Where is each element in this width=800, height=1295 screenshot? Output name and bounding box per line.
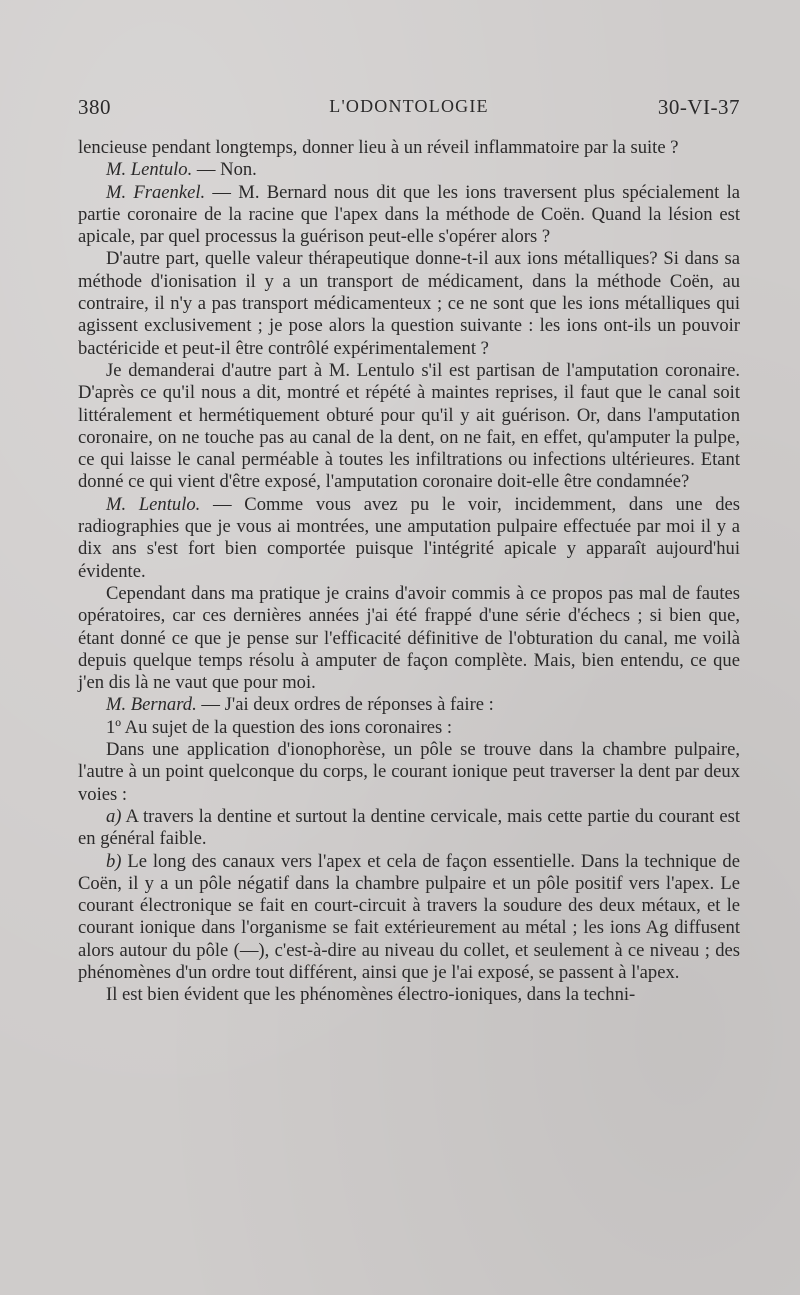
paragraph-text: Il est bien évident que les phénomènes électro-ioniques, dans la techni- <box>106 984 636 1006</box>
book-page <box>78 95 740 1007</box>
journal-title: L'ODONTOLOGIE <box>329 96 489 116</box>
paragraph-text: Je demanderai d'autre part à M. Lentulo s'il est partisan de l'amputation coronaire. D'après ce qu'il nous a dit, montré et répété à maintes reprises, il faut que le canal soit littéralement et hermétiquement obturé pour qu'il y ait guérison. Or, dans l'amputation coronaire, on ne touche pas au canal de la dent, on ne fait, en effet, qu'amputer la pulpe, ce qui laisse le canal perméable à toutes les infiltrations ou infections ultérieures. Etant donné ce qui vient d'être exposé, l'amputation coronaire doit-elle être condamnée? <box>78 359 740 493</box>
paragraph-text: Le long des canaux vers l'apex et cela de façon essentielle. Dans la technique de Coën, il y a un pôle négatif dans la chambre pulpaire et un pôle positif vers l'apex. Le courant électronique se fait en court-circuit à travers la soudure des deux métaux, et le courant ionique dans l'organisme se fait extérieurement au métal ; les ions Ag diffusent alors autour du pôle (—), c'est-à-dire au niveau du collet, et seulement à ce niveau ; des phénomènes d'un ordre tout différent, ainsi que je l'ai exposé, se passent à l'apex. <box>78 850 740 983</box>
speaker-label: M. Lentulo. <box>106 493 201 515</box>
paragraph <box>78 248 740 359</box>
paragraph-text: — M. Bernard nous dit que les ions traversent plus spécialement la partie coronaire de la racine que l'apex dans la méthode de Coën. Quand la lésion est apicale, par quel processus la guérison peut-elle s'opérer alors ? <box>78 181 741 248</box>
paragraph <box>78 583 740 694</box>
paragraph-text: — Non. <box>192 159 257 181</box>
paragraph <box>78 984 740 1006</box>
speaker-label: M. Bernard. <box>106 694 197 716</box>
paragraph-text: D'autre part, quelle valeur thérapeutique donne-t-il aux ions métalliques? Si dans sa méthode d'ionisation il y a un transport de médicament, dans la méthode Coën, au contraire, il n'y a pas transport médicamenteux ; ce ne sont que les ions métalliques qui agissent exclusivement ; je pose alors la question suivante : les ions ont-ils un pouvoir bactéricide et peut-il être contrôlé expérimentalement ? <box>78 248 740 359</box>
paragraph <box>78 360 740 494</box>
paragraph-text: — Comme vous avez pu le voir, incidemment, dans une des radiographies que je vous ai montrées, une amputation pulpaire effectuée par moi il y a dix ans s'est fort bien comportée puisque l'intégrité apicale y apparaît aujourd'hui évidente. <box>78 493 740 582</box>
running-header <box>78 95 740 125</box>
paragraph-text: A travers la dentine et surtout la dentine cervicale, mais cette partie du courant est en général faible. <box>78 805 740 850</box>
paragraph <box>78 739 740 806</box>
paragraph-text: Dans une application d'ionophorèse, un pôle se trouve dans la chambre pulpaire, l'autre à un point quelconque du corps, le courant ionique peut traverser la dent par deux voies : <box>78 739 740 805</box>
paragraph <box>78 694 740 716</box>
article-body <box>78 137 740 1007</box>
paragraph-text: — J'ai deux ordres de réponses à faire : <box>196 694 494 716</box>
paragraph <box>78 494 740 583</box>
list-marker: b) <box>106 850 122 872</box>
issue-date: 30-VI-37 <box>657 95 740 119</box>
paragraph <box>78 137 740 159</box>
paragraph <box>78 851 740 985</box>
paragraph <box>78 182 740 249</box>
paragraph-text: Cependant dans ma pratique je crains d'avoir commis à ce propos pas mal de fautes opératoires, car ces dernières années j'ai été frappé d'une série d'échecs ; si bien que, étant donné ce que je pense sur l'efficacité définitive de l'obturation du canal, me voilà depuis quelque temps résolu à amputer de façon complète. Mais, bien entendu, ce que j'en dis là ne vaut que pour moi. <box>78 582 740 694</box>
list-marker: a) <box>106 805 122 827</box>
paragraph-text: lencieuse pendant longtemps, donner lieu à un réveil inflammatoire par la suite ? <box>78 137 679 158</box>
paragraph <box>78 717 740 739</box>
paragraph-text: 1º Au sujet de la question des ions coronaires : <box>106 716 453 738</box>
speaker-label: M. Fraenkel. <box>106 181 206 203</box>
page-number: 380 <box>78 95 111 119</box>
speaker-label: M. Lentulo. <box>106 159 193 181</box>
paragraph <box>78 159 740 181</box>
paragraph <box>78 806 740 851</box>
